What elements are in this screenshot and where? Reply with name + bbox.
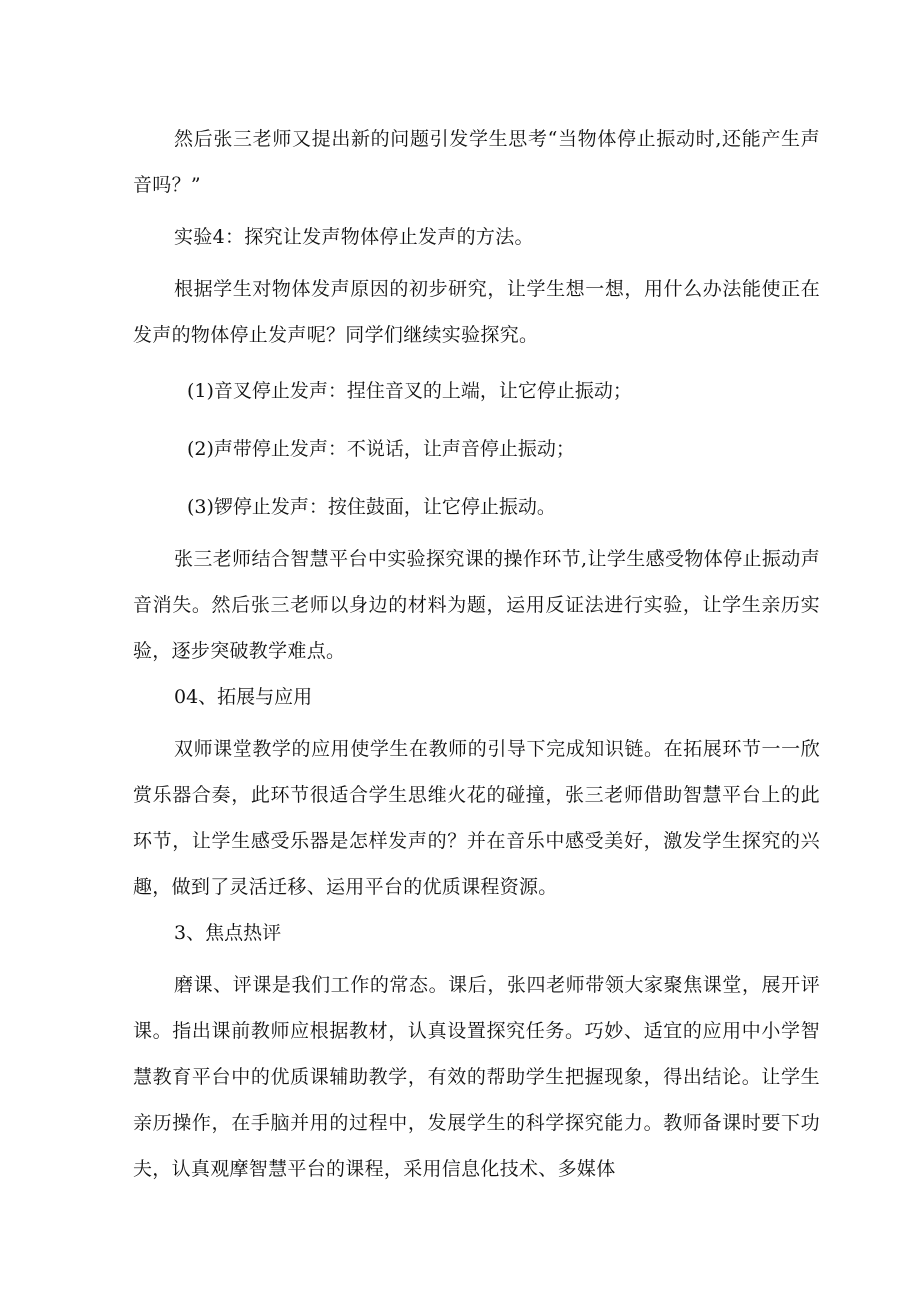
method-list	[133, 368, 820, 530]
paragraph-experiment-4: 实验4：探究让发声物体停止发声的方法。	[174, 226, 534, 248]
paragraph-stop-sound-intro: 根据学生对物体发声原因的初步研究，让学生想一想，用什么办法能使正在发声的物体停止发声呢？同学们继续实验探究。	[133, 278, 820, 346]
paragraph-question: 然后张三老师又提出新的问题引发学生思考“当物体停止振动时,还能产生声音吗？”	[133, 128, 820, 196]
section-heading-extension: 04、拓展与应用	[174, 686, 313, 708]
paragraph-review: 磨课、评课是我们工作的常态。课后，张四老师带领大家聚焦课堂，展开评课。指出课前教师应根据教材，认真设置探究任务。巧妙、适宜的应用中小学智慧教育平台中的优质课辅助教学，有效的帮助学生把握现象，得出结论。让学生亲历操作，在手脑并用的过程中，发展学生的科学探究能力。教师备课时要下功夫，认真观摩智慧平台的课程，采用信息化技术、多媒体	[133, 974, 820, 1180]
list-item: (1)音叉停止发声：捏住音叉的上端，让它停止振动；	[187, 380, 632, 402]
list-item: (3)锣停止发声：按住鼓面，让它停止振动。	[187, 496, 556, 518]
paragraph-dual-teacher: 双师课堂教学的应用使学生在教师的引导下完成知识链。在拓展环节一一欣赏乐器合奏，此环节很适合学生思维火花的碰撞，张三老师借助智慧平台上的此环节，让学生感受乐器是怎样发声的？并在音乐中感受美好，激发学生探究的兴趣，做到了灵活迁移、运用平台的优质课程资源。	[133, 738, 820, 898]
section-heading-review: 3、焦点热评	[174, 922, 282, 944]
paragraph-platform-experiment: 张三老师结合智慧平台中实验探究课的操作环节,让学生感受物体停止振动声音消失。然后张三老师以身边的材料为题，运用反证法进行实验，让学生亲历实验，逐步突破教学难点。	[133, 548, 820, 662]
list-item: (2)声带停止发声：不说话，让声音停止振动；	[187, 438, 575, 460]
